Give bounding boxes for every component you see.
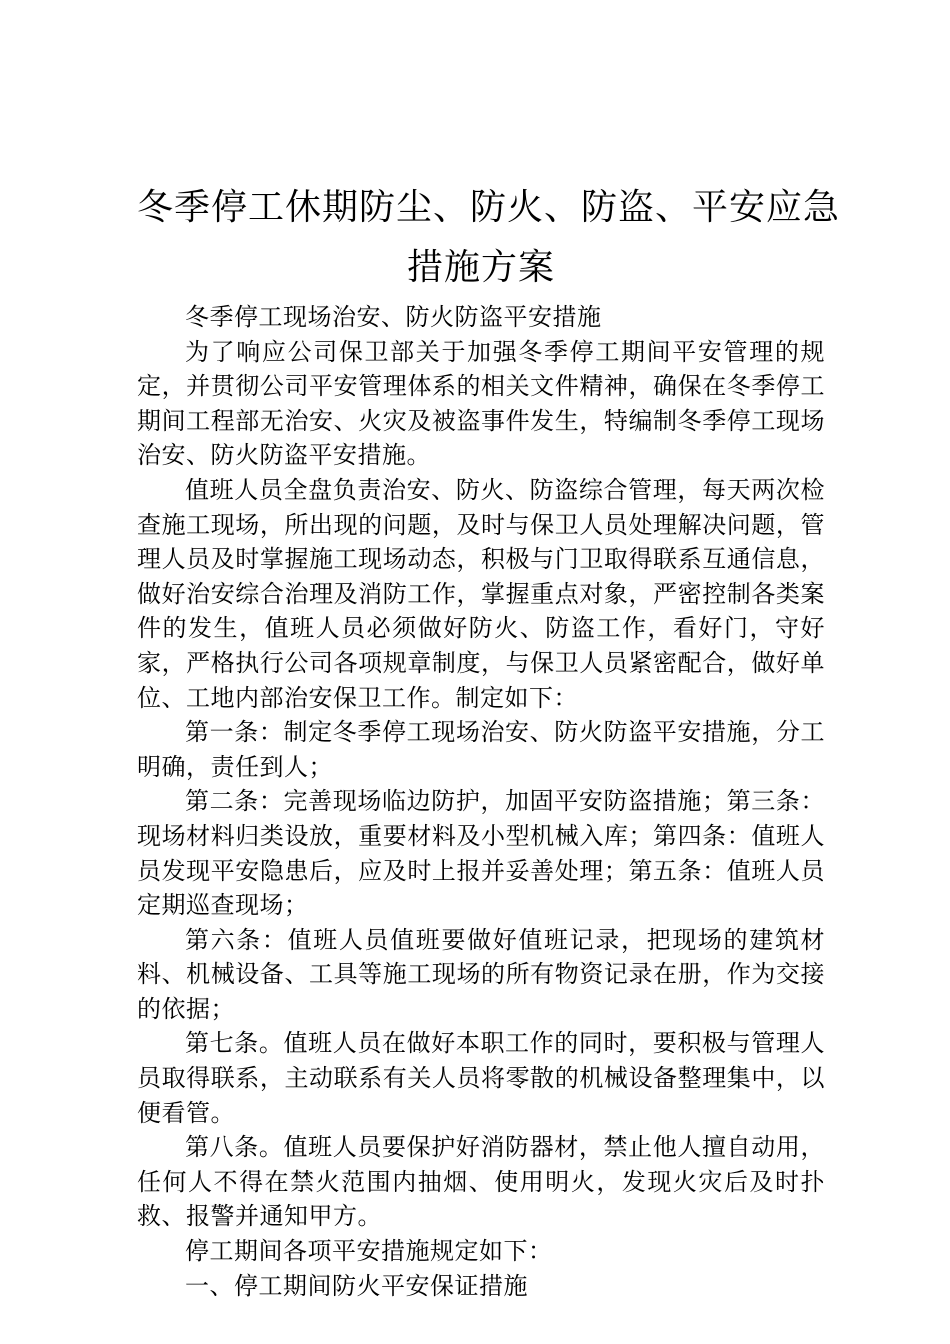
measures-heading: 停工期间各项平安措施规定如下：: [185, 1237, 553, 1266]
subtitle-paragraph: 冬季停工现场治安、防火防盗平安措施: [185, 303, 602, 331]
article-7-paragraph: 第七条。值班人员在做好本职工作的同时，要积极与管理人员取得联系，主动联系有关人员将零散的机械设备整理集中，以便看管。: [137, 1029, 825, 1127]
section-1-heading: 一、停工期间防火平安保证措施: [185, 1271, 528, 1300]
document-body: [137, 300, 825, 1303]
title-line-1: 冬季停工休期防尘、防火、防盗、平安应急: [137, 187, 841, 228]
article-8-paragraph: 第八条。值班人员要保护好消防器材，禁止他人擅自动用，任何人不得在禁火范围内抽烟、使用明火，发现火灾后及时扑救、报警并通知甲方。: [137, 1133, 825, 1231]
article-6-paragraph: 第六条：值班人员值班要做好值班记录，把现场的建筑材料、机械设备、工具等施工现场的所有物资记录在册，作为交接的依据；: [137, 925, 825, 1023]
title-line-2: 措施方案: [406, 247, 555, 288]
article-1-paragraph: 第一条：制定冬季停工现场治安、防火防盗平安措施，分工明确，责任到人；: [137, 718, 825, 781]
intro-paragraph: 为了响应公司保卫部关于加强冬季停工期间平安管理的规定，并贯彻公司平安管理体系的相关文件精神，确保在冬季停工期间工程部无治安、火灾及被盗事件发生，特编制冬季停工现场治安、防火防盗平安措施。: [137, 337, 825, 470]
duty-paragraph: 值班人员全盘负责治安、防火、防盗综合管理，每天两次检查施工现场，所出现的问题，及时与保卫人员处理解决问题，管理人员及时掌握施工现场动态，积极与门卫取得联系互通信息，做好治安综合治理及消防工作，掌握重点对象，严密控制各类案件的发生，值班人员必须做好防火、防盗工作，看好门，守好家，严格执行公司各项规章制度，与保卫人员紧密配合，做好单位、工地内部治安保卫工作。制定如下：: [137, 475, 825, 712]
article-2-5-paragraph: 第二条：完善现场临边防护，加固平安防盗措施；第三条：现场材料归类设放，重要材料及小型机械入库；第四条：值班人员发现平安隐患后，应及时上报并妥善处理；第五条：值班人员定期巡查现场；: [137, 787, 825, 920]
document-title: [137, 178, 841, 298]
document-page: [137, 178, 841, 1303]
